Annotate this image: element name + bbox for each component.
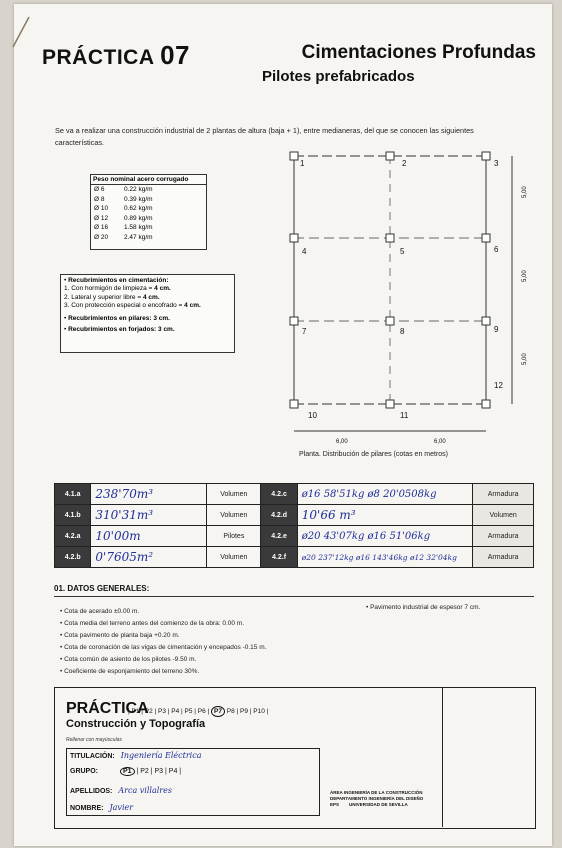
practice-selector[interactable]: | P1 | P2 | P3 | P4 | P5 | P6 | P7 P8 | P9 | P10 | xyxy=(128,708,269,715)
node-label: 3 xyxy=(494,159,499,168)
table-row: 4.2.a 10'00m Pilotes 4.2.e ø20 43'07kg ø16 51'06kg Armadura xyxy=(55,526,534,547)
pile-layout-plan xyxy=(276,148,546,452)
dimension-label: 5,00 xyxy=(522,270,528,282)
subject-title: Construcción y Topografía xyxy=(66,718,206,730)
plan-caption: Planta. Distribución de pilares (cotas en metros) xyxy=(299,451,449,458)
dimension-label: 5,00 xyxy=(522,353,528,365)
divider xyxy=(54,596,534,597)
worksheet-page xyxy=(14,4,552,846)
institution-info: ÁREA INGENIERÍA DE LA CONSTRUCCIÓN DEPARTAMENTO INGENIERÍA DEL DISEÑO EPS UNIVERSIDAD DE SEVILLA xyxy=(330,790,424,807)
apellidos-field[interactable]: APELLIDOS: Arca villalres xyxy=(70,786,172,795)
node-label: 12 xyxy=(494,381,503,390)
fill-note: Rellenar con mayúsculas xyxy=(66,737,122,743)
rebar-row: Ø 6 0.22 kg/m xyxy=(94,186,153,193)
node-label: 10 xyxy=(308,411,317,420)
table-row: 4.1.a 238'70m³ Volumen 4.2.c ø16 58'51kg ø8 20'0508kg Armadura xyxy=(55,484,534,505)
page-subtitle: Pilotes prefabricados xyxy=(262,68,415,85)
dimension-label: 5,00 xyxy=(522,186,528,198)
pencil-mark-icon xyxy=(10,14,32,50)
list-item: • Cota media del terreno antes del comienzo de la obra: 0.00 m. xyxy=(60,620,245,627)
dimension-label: 6,00 xyxy=(336,439,348,445)
list-item: • Cota de acerado ±0.00 m. xyxy=(60,608,140,615)
table-row: 4.2.b 0'7605m² Volumen 4.2.f ø20 237'12kg ø16 143'46kg ø12 32'04kg Armadura xyxy=(55,547,534,568)
node-label: 6 xyxy=(494,245,499,254)
section-title: 01. DATOS GENERALES: xyxy=(54,584,150,593)
dimension-label: 6,00 xyxy=(434,439,446,445)
node-label: 7 xyxy=(302,327,307,336)
node-label: 4 xyxy=(302,247,307,256)
node-label: 8 xyxy=(400,327,405,336)
table-row: 4.1.b 310'31m³ Volumen 4.2.d 10'66 m³ Volumen xyxy=(55,505,534,526)
page-title: Cimentaciones Profundas xyxy=(301,42,536,63)
list-item: • Cota común de asiento de los pilotes -9.50 m. xyxy=(60,656,197,663)
node-label: 9 xyxy=(494,325,499,334)
practice-label: PRÁCTICA xyxy=(42,46,154,69)
list-item: • Pavimento industrial de espesor 7 cm. xyxy=(366,604,481,611)
rebar-row: Ø 8 0.39 kg/m xyxy=(94,195,153,203)
nombre-field[interactable]: NOMBRE: Javier xyxy=(70,803,134,812)
practice-title xyxy=(42,40,190,71)
selected-practice[interactable]: P7 xyxy=(211,706,225,717)
rebar-table-header: Peso nominal acero corrugado xyxy=(91,175,206,185)
node-label: 11 xyxy=(400,411,409,420)
list-item: • Cota pavimento de planta baja +0.20 m. xyxy=(60,632,180,639)
rebar-weight-table xyxy=(90,174,207,250)
cover-requirements-box: • Recubrimientos en cimentación: 1. Con hormigón de limpieza = 4 cm. 2. Lateral y superior libre = 4 cm. 3. Con protección especial o encofrado = 4 cm. • Recubrimientos en pilares: 3 cm. • Recubrimientos en forjados: 3 cm. xyxy=(60,274,235,353)
node-label: 2 xyxy=(402,159,407,168)
rebar-row: Ø 12 0.89 kg/m xyxy=(94,214,153,222)
node-label: 5 xyxy=(400,247,405,256)
divider xyxy=(442,687,443,827)
grupo-field[interactable]: GRUPO: P1 | P2 | P3 | P4 | xyxy=(70,768,182,775)
rebar-row: Ø 16 1.58 kg/m xyxy=(94,224,153,231)
footer-practice-label: PRÁCTICA xyxy=(66,700,149,717)
intro-paragraph: Se va a realizar una construcción industrial de 2 plantas de altura (baja + 1), entre medianeras, del que se conocen las siguientes características. xyxy=(55,126,474,147)
practice-number: 07 xyxy=(160,40,190,70)
node-label: 1 xyxy=(300,159,305,168)
list-item: • Coeficiente de esponjamiento del terreno 30%. xyxy=(60,668,200,675)
rebar-row: Ø 10 0.62 kg/m xyxy=(94,205,153,212)
general-data-list xyxy=(60,606,266,678)
list-item: • Cota de coronación de las vigas de cimentación y encepados -0.15 m. xyxy=(60,644,267,651)
titulacion-field[interactable]: TITULACIÓN: Ingeniería Eléctrica xyxy=(70,751,202,760)
rebar-row: Ø 20 2.47 kg/m xyxy=(94,233,153,241)
answers-table xyxy=(54,483,534,568)
